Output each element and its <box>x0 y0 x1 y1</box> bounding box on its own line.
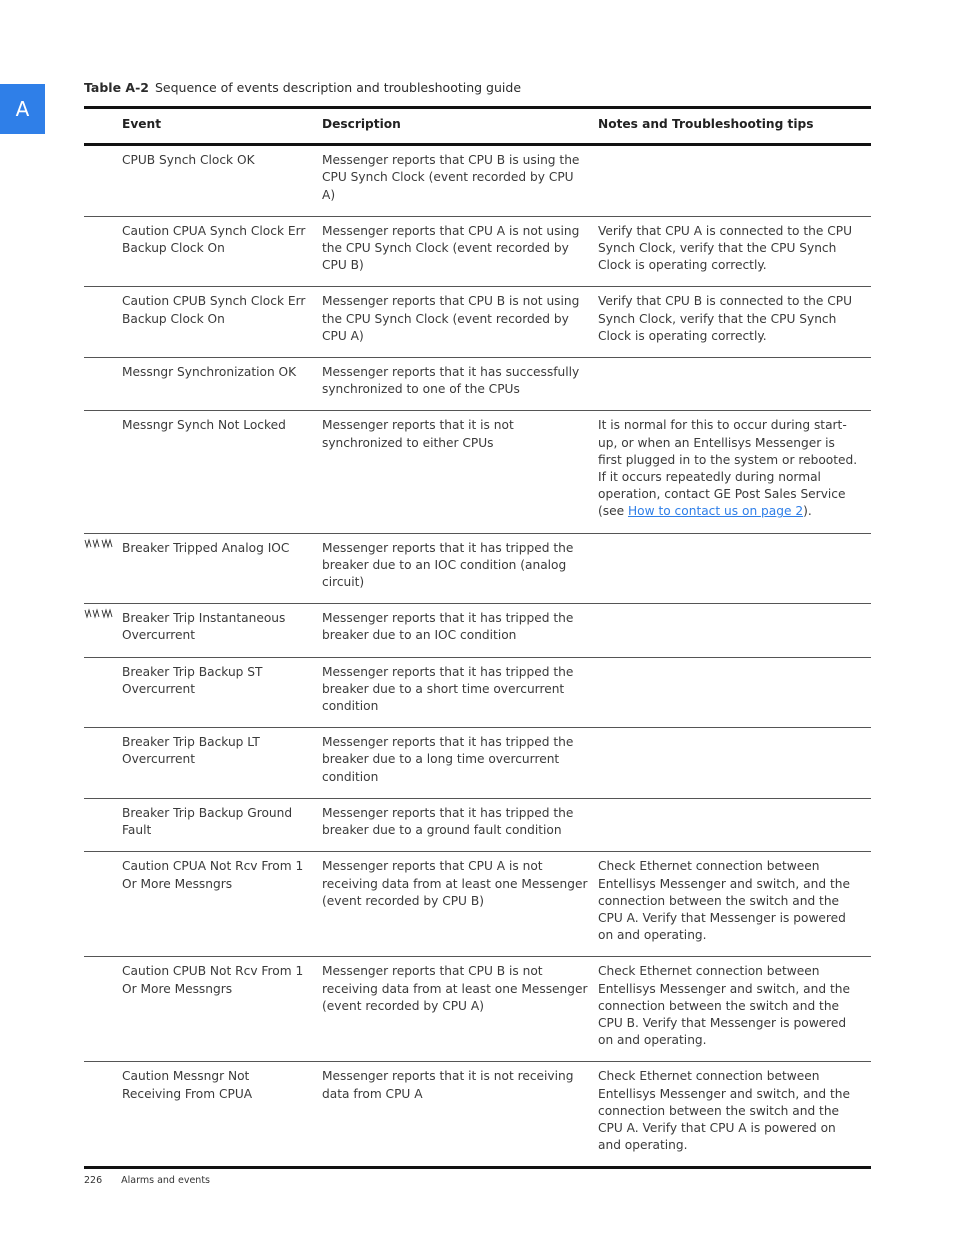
event-cell: Caution CPUB Synch Clock Err Backup Clock On <box>122 294 306 326</box>
event-cell: Breaker Trip Backup ST Overcurrent <box>122 664 263 696</box>
table-row <box>84 411 871 533</box>
description-column-header: Description <box>322 117 401 131</box>
event-cell: Caution Messngr Not Receiving From CPUA <box>122 1069 253 1101</box>
description-cell: Messenger reports that it has successfully synchronized to one of the CPUs <box>322 365 580 397</box>
notes-cell <box>598 358 871 411</box>
row-icon-cell <box>84 533 122 604</box>
notes-cell <box>598 145 871 217</box>
table-row <box>84 287 871 358</box>
notes-cell <box>598 728 871 799</box>
table-row <box>84 145 871 217</box>
row-icon-cell <box>84 287 122 358</box>
table-row <box>84 358 871 411</box>
table-row <box>84 216 871 287</box>
description-cell: Messenger reports that it has tripped the breaker due to a ground fault condition <box>322 805 574 838</box>
description-cell: Messenger reports that it is not receiving data from CPU A <box>322 1069 574 1101</box>
footer-section-title: Alarms and events <box>121 1175 210 1186</box>
event-cell: Caution CPUA Synch Clock Err Backup Clock On <box>122 223 306 256</box>
event-cell: Breaker Tripped Analog IOC <box>122 540 290 555</box>
table-row <box>84 852 871 957</box>
description-cell: Messenger reports that it has tripped the breaker due to an IOC condition (analog circuit) <box>322 540 574 590</box>
notes-cell: Verify that CPU B is connected to the CPU Synch Clock, verify that the CPU Synch Clock is operating correctly. <box>598 294 853 343</box>
row-icon-cell <box>84 852 122 957</box>
table-row <box>84 1062 871 1168</box>
event-cell: Breaker Trip Backup Ground Fault <box>122 805 293 838</box>
row-icon-cell <box>84 798 122 851</box>
notes-cell: Check Ethernet connection between Entellisys Messenger and switch, and the connection between the switch and the CPU B. Verify that Messenger is powered on and operating. <box>598 964 850 1048</box>
row-icon-cell <box>84 411 122 533</box>
description-cell: Messenger reports that CPU B is not using the CPU Synch Clock (event recorded by CPU A) <box>322 294 580 343</box>
chapter-tab: A <box>0 84 45 134</box>
description-cell: Messenger reports that it has tripped the breaker due to an IOC condition <box>322 611 574 643</box>
notes-cell <box>598 411 871 533</box>
description-cell: Messenger reports that CPU B is using the CPU Synch Clock (event recorded by CPU A) <box>322 153 580 202</box>
page-number: 226 <box>84 1175 103 1186</box>
notes-cell: Verify that CPU A is connected to the CPU Synch Clock, verify that the CPU Synch Clock is operating correctly. <box>598 223 853 273</box>
table-row <box>84 533 871 604</box>
notes-cell: Check Ethernet connection between Entellisys Messenger and switch, and the connection between the switch and the CPU A. Verify that CPU A is powered on and operating. <box>598 1069 850 1153</box>
description-cell: Messenger reports that it has tripped the breaker due to a long time overcurrent condition <box>322 735 574 784</box>
event-cell: Breaker Trip Instantaneous Overcurrent <box>122 611 286 643</box>
notes-cell <box>598 604 871 657</box>
table-caption-text: Sequence of events description and troubleshooting guide <box>154 80 522 95</box>
event-column-header: Event <box>122 117 162 131</box>
notes-text-end: ). <box>803 504 812 519</box>
contact-us-link[interactable]: How to contact us on page 2 <box>627 504 804 519</box>
notes-text: It is normal for this to occur during start-up, or when an Entellisys Messenger is first plugged in to the system or rebooted. If it occurs repeatedly during normal operation, contact GE Post Sales Service (see <box>598 418 858 519</box>
event-cell: Breaker Trip Backup LT Overcurrent <box>122 735 260 767</box>
waveform-icon <box>84 538 114 550</box>
page-footer <box>84 1175 210 1186</box>
row-icon-cell <box>84 145 122 217</box>
table-row <box>84 657 871 728</box>
table-row <box>84 604 871 657</box>
table-header-row <box>84 108 871 145</box>
table-row <box>84 798 871 851</box>
row-icon-cell <box>84 728 122 799</box>
description-cell: Messenger reports that it is not synchronized to either CPUs <box>322 418 514 450</box>
waveform-icon <box>84 608 114 620</box>
notes-column-header: Notes and Troubleshooting tips <box>598 117 814 131</box>
description-cell: Messenger reports that CPU A is not receiving data from at least one Messenger (event recorded by CPU B) <box>322 859 588 908</box>
description-cell: Messenger reports that CPU B is not receiving data from at least one Messenger (event recorded by CPU A) <box>322 964 588 1013</box>
event-cell: CPUB Synch Clock OK <box>122 153 255 168</box>
notes-cell <box>598 657 871 728</box>
row-icon-cell <box>84 604 122 657</box>
row-icon-cell <box>84 657 122 728</box>
row-icon-cell <box>84 216 122 287</box>
event-cell: Caution CPUB Not Rcv From 1 Or More Messngrs <box>122 964 304 996</box>
description-cell: Messenger reports that it has tripped the breaker due to a short time overcurrent condition <box>322 664 574 714</box>
notes-cell <box>598 533 871 604</box>
event-cell: Messngr Synchronization OK <box>122 365 297 380</box>
icon-column-header <box>84 108 122 145</box>
row-icon-cell <box>84 358 122 411</box>
row-icon-cell <box>84 957 122 1062</box>
table-row <box>84 957 871 1062</box>
notes-cell: Check Ethernet connection between Entellisys Messenger and switch, and the connection between the switch and the CPU A. Verify that Messenger is powered on and operating. <box>598 859 850 943</box>
description-cell: Messenger reports that CPU A is not using the CPU Synch Clock (event recorded by CPU B) <box>322 223 580 273</box>
row-icon-cell <box>84 1062 122 1168</box>
table-row <box>84 728 871 799</box>
table-caption-label: Table A-2 <box>84 80 149 95</box>
event-cell: Caution CPUA Not Rcv From 1 Or More Messngrs <box>122 859 304 891</box>
notes-cell <box>598 798 871 851</box>
table-caption <box>84 80 521 95</box>
events-table <box>84 106 871 1169</box>
event-cell: Messngr Synch Not Locked <box>122 418 286 433</box>
